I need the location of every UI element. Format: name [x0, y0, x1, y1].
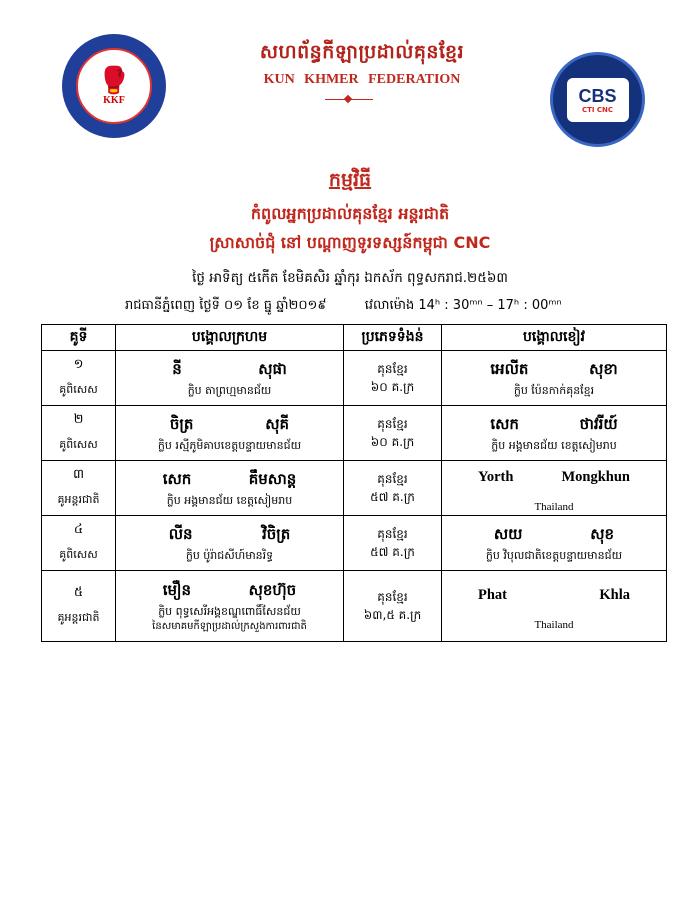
event-title: កំពូលអ្នកប្រដាល់គុនខ្មែរ អន្តរជាតិ: [250, 204, 450, 223]
lunar-date: ថ្ងៃ អាទិត្យ ៥កើត ខែមិគសិរ ឆ្នាំកុរ ឯកស័ក ពុទ្ធសករាជ.២៥៦៣: [192, 270, 508, 286]
red-corner-cell: [116, 351, 344, 406]
round-category: គូអន្តរជាតិ: [57, 611, 100, 624]
round-cell: [42, 461, 116, 516]
blue-fighter-first: Yorth: [478, 468, 514, 485]
round-category: គូពិសេស: [59, 438, 98, 451]
table-header-row: [42, 325, 667, 351]
cbs-logo-text: CBS: [578, 85, 617, 106]
blue-corner-cell: [442, 351, 667, 406]
cbs-badge: [567, 78, 629, 122]
blue-fighter-last: ថាវរីយ៍: [579, 415, 618, 433]
federation-name-english: KUN KHMER FEDERATION: [263, 72, 461, 87]
table-row: [42, 406, 667, 461]
red-fighter-last: វិចិត្រ: [261, 525, 291, 543]
kkf-logo: [62, 34, 166, 138]
blue-fighter-name: [442, 463, 666, 486]
header-weight-class: ប្រភេទទំងន់: [344, 325, 442, 351]
blue-corner-cell: [442, 406, 667, 461]
program-title: កម្មវិធី: [328, 169, 372, 191]
kkf-logo-inner: [76, 48, 152, 124]
red-fighter-last: សុគី: [265, 415, 290, 433]
round-category: គូពិសេស: [59, 548, 98, 561]
red-corner-cell: [116, 516, 344, 571]
blue-fighter-first: Phat: [478, 586, 507, 603]
round-cell: [42, 516, 116, 571]
weight-type: គុនខ្មែរ: [377, 590, 408, 604]
round-number: ២: [73, 412, 84, 427]
red-corner-cell: [116, 461, 344, 516]
weight-value: ៦៣,៥ គ.ក្រ: [363, 608, 422, 622]
blue-fighter-club: ក្លិប វិបុលជាតិខេត្តបន្ទាយមានជ័យ: [485, 549, 623, 562]
blue-fighter-first: សយ: [493, 525, 523, 543]
red-fighter-last: សុផា: [258, 360, 287, 378]
red-corner-cell: [116, 406, 344, 461]
red-fighter-last: សុខហ៊ុច: [248, 581, 297, 599]
red-fighter-club: ក្លិប អង្គមានជ័យ ខេត្តសៀមរាប: [166, 494, 293, 507]
blue-corner-cell: [442, 461, 667, 516]
table-row: [42, 461, 667, 516]
fight-card-table: [41, 324, 667, 642]
blue-fighter-country: Thailand: [534, 618, 574, 631]
blue-fighter-name: [442, 581, 666, 604]
round-number: ៤: [73, 522, 84, 537]
header-blue-corner: បង្គោលខៀវ: [442, 325, 667, 351]
weight-value: ៥៧ គ.ក្រ: [370, 490, 415, 504]
blue-fighter-name: [442, 357, 666, 379]
blue-fighter-last: Khla: [599, 586, 630, 603]
fighters-icon: 🥊: [97, 65, 131, 96]
red-fighter-first: ចិត្រ: [169, 415, 194, 433]
blue-fighter-last: Mongkhun: [561, 468, 630, 485]
round-number: ១: [73, 357, 84, 372]
weight-cell: [344, 406, 442, 461]
table-row: [42, 351, 667, 406]
red-fighter-name: [116, 578, 343, 600]
blue-fighter-last: សុខា: [589, 360, 618, 378]
event-time: វេលាម៉ោង 14ʰ : 30ᵐⁿ – 17ʰ : 00ᵐⁿ: [364, 298, 562, 313]
ornament-divider: [325, 99, 373, 100]
red-fighter-name: [116, 412, 343, 434]
round-number: ៥: [73, 585, 84, 600]
blue-fighter-first: សេក: [490, 415, 519, 433]
red-fighter-name: [116, 357, 343, 379]
weight-type: គុនខ្មែរ: [377, 527, 408, 541]
blue-fighter-country: Thailand: [534, 500, 574, 513]
place-date: រាជធានីភ្នំពេញ ថ្ងៃទី ០១ ខែ ធ្នូ ឆ្នាំ២០១៩: [125, 298, 327, 313]
round-cell: [42, 351, 116, 406]
red-fighter-name: [116, 522, 343, 544]
table-row: [42, 571, 667, 642]
blue-fighter-first: អេលីត: [490, 360, 529, 378]
round-category: គូអន្តរជាតិ: [57, 493, 100, 506]
red-fighter-first: នី: [172, 360, 182, 378]
weight-type: គុនខ្មែរ: [377, 472, 408, 486]
blue-corner-cell: [442, 516, 667, 571]
weight-cell: [344, 516, 442, 571]
blue-fighter-club: ក្លិប ប៉ែនកាក់គុនខ្មែរ: [513, 384, 595, 397]
kkf-abbr: KKF: [103, 94, 125, 106]
red-fighter-name: [116, 467, 343, 489]
header-red-corner: បង្គោលក្រហម: [116, 325, 344, 351]
weight-cell: [344, 351, 442, 406]
table-row: [42, 516, 667, 571]
red-fighter-club: ក្លិប ពុទ្ធសេរីអង្គខណ្ឌពោធិ៍សែនជ័យ: [158, 605, 301, 618]
place-date-line: [125, 297, 585, 316]
blue-fighter-club: ក្លិប អង្គមានជ័យ ខេត្តសៀមរាប: [491, 439, 617, 452]
red-fighter-association: នៃសមាគមកីឡាប្រដាល់ក្រសួងការពារជាតិ: [152, 621, 307, 632]
header-round: គូទី: [42, 325, 116, 351]
round-cell: [42, 406, 116, 461]
weight-value: ៦០ គ.ក្រ: [370, 435, 415, 449]
red-fighter-club: ក្លិប រស្មីភូមិគាបខេត្តបន្ទាយមានជ័យ: [157, 439, 302, 452]
weight-value: ៥៧ គ.ក្រ: [370, 545, 415, 559]
weight-value: ៦០ គ.ក្រ: [370, 380, 415, 394]
red-fighter-last: គឹមសាន្ត: [248, 470, 297, 488]
cbs-logo: [550, 52, 645, 147]
round-cell: [42, 571, 116, 642]
round-category: គូពិសេស: [59, 383, 98, 396]
weight-cell: [344, 571, 442, 642]
red-fighter-first: មឿន: [162, 581, 192, 599]
weight-type: គុនខ្មែរ: [377, 362, 408, 376]
cbs-logo-sub: CTI CNC: [581, 105, 614, 114]
weight-cell: [344, 461, 442, 516]
round-number: ៣: [72, 467, 85, 482]
blue-fighter-name: [442, 522, 666, 544]
red-fighter-club: ក្លិប តាព្រហ្មមានជ័យ: [187, 384, 272, 397]
blue-fighter-name: [442, 412, 666, 434]
blue-fighter-last: សុខ: [590, 525, 615, 543]
weight-type: គុនខ្មែរ: [377, 417, 408, 431]
broadcast-title: ស្រាសាច់ជុំ នៅ បណ្តាញទូរទស្សន៍កម្ពុជា CNC: [209, 233, 491, 252]
red-fighter-club: ក្លិប ប៉ូរ៉ាជសីហ៍មានរិទ្ធ: [185, 549, 274, 562]
red-corner-cell: [116, 571, 344, 642]
federation-name-khmer: សហព័ន្ធកីឡាប្រដាល់គុនខ្មែរ: [259, 41, 465, 63]
red-fighter-first: សេក: [162, 470, 192, 488]
blue-corner-cell: [442, 571, 667, 642]
red-fighter-first: លីន: [168, 525, 193, 543]
